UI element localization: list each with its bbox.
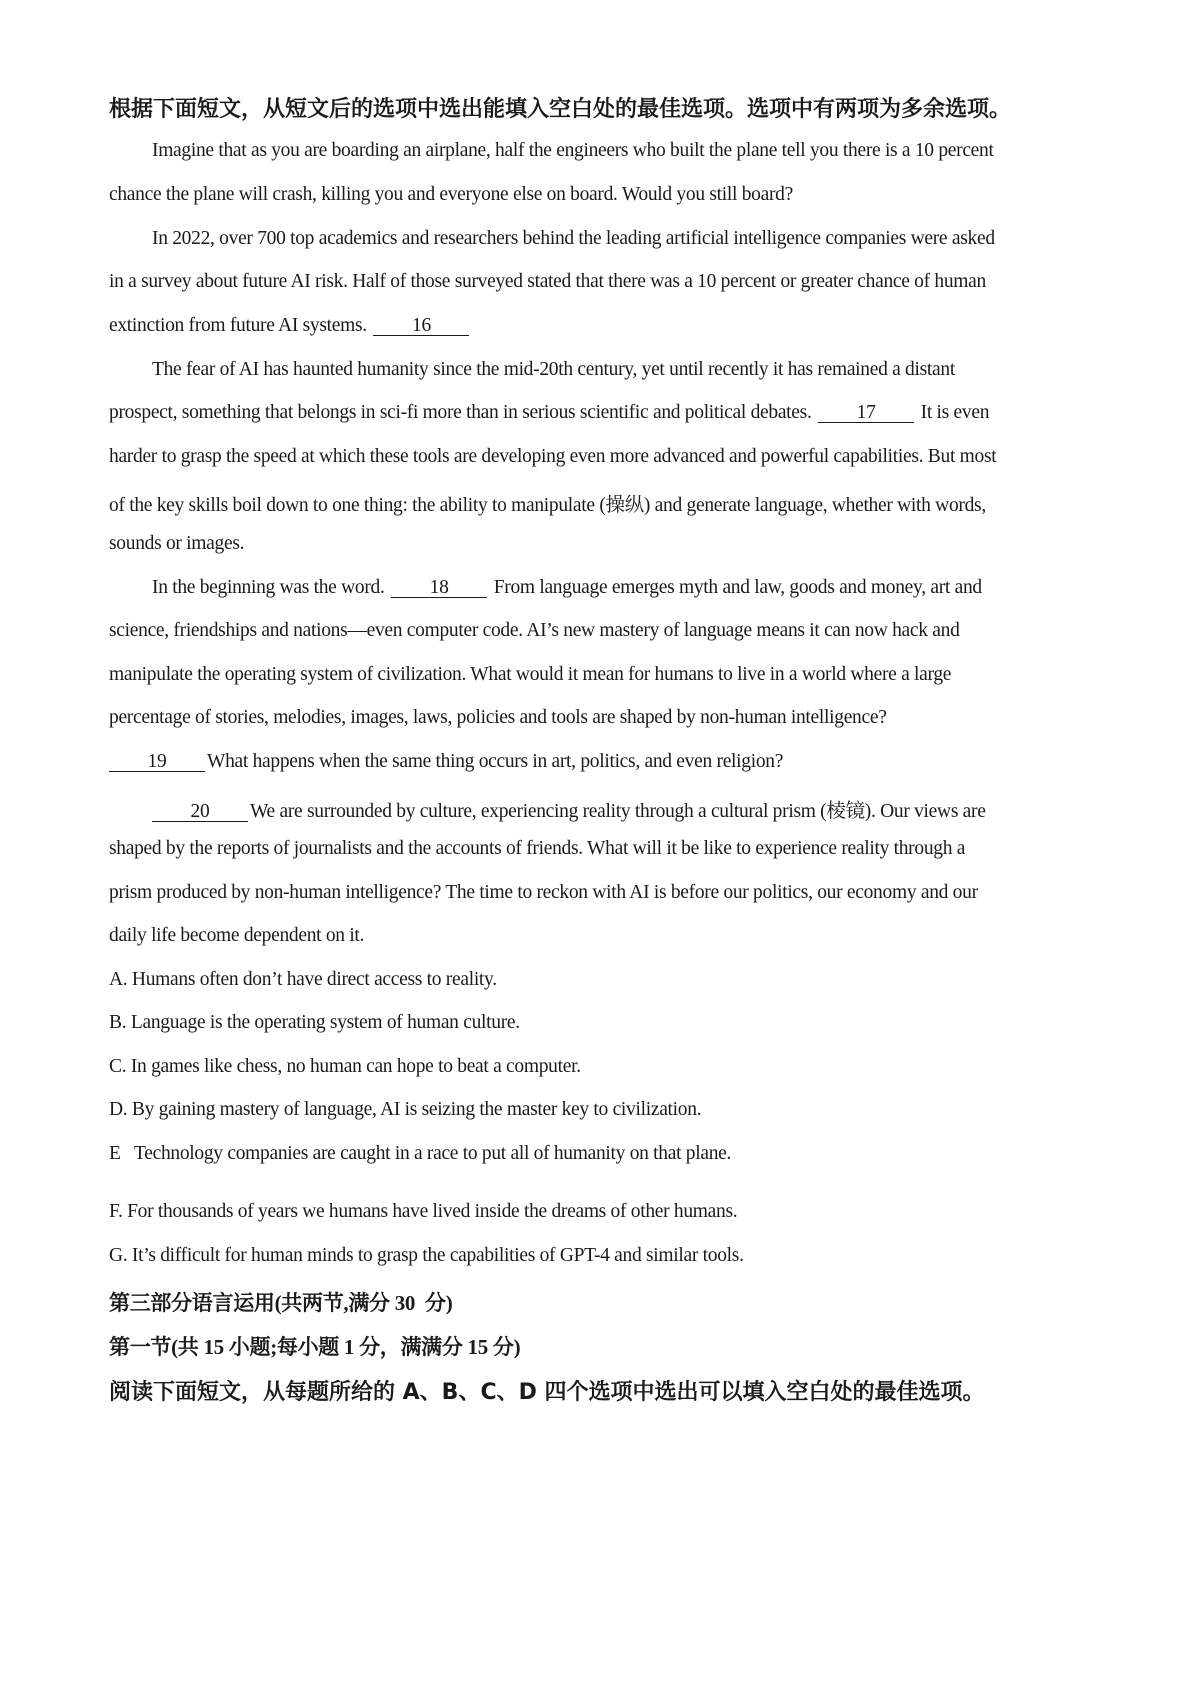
paragraph-4-line-3: manipulate the operating system of civilization. What would it mean for humans to live in a world where a large xyxy=(109,664,952,685)
paragraph-2-line-1: In 2022, over 700 top academics and researchers behind the leading artificial intelligence companies were asked xyxy=(152,228,995,249)
option-e[interactable]: E Technology companies are caught in a race to put all of humanity on that plane. xyxy=(109,1143,732,1164)
paragraph-4-text-b: From language emerges myth and law, goods and money, art and xyxy=(493,577,982,598)
option-a[interactable]: A. Humans often don’t have direct access to reality. xyxy=(109,969,497,990)
paragraph-4-text-c: What happens when the same thing occurs in art, politics, and even religion? xyxy=(207,751,784,772)
paragraph-5-line-4: daily life become dependent on it. xyxy=(109,925,365,946)
part-title: 第三部分语言运用(共两节,满分 30 分) xyxy=(109,1291,453,1315)
paragraph-4-line-2: science, friendships and nations—even computer code. AI’s new mastery of language means it can now hack and xyxy=(109,620,960,641)
paragraph-3-line-5: sounds or images. xyxy=(109,533,245,554)
paragraph-1-line-2: chance the plane will crash, killing you and everyone else on board. Would you still board? xyxy=(109,184,793,205)
paragraph-5-text-a: We are surrounded by culture, experiencing reality through a cultural prism (棱镜). Our views are xyxy=(250,801,986,822)
paragraph-3-line-2 xyxy=(109,402,989,424)
option-b[interactable]: B. Language is the operating system of human culture. xyxy=(109,1012,520,1033)
paragraph-3-text-b: It is even xyxy=(920,402,990,423)
paragraph-3-line-4: of the key skills boil down to one thing: the ability to manipulate (操纵) and generate language, whether with words, xyxy=(109,495,986,516)
paragraph-5-line-3: prism produced by non-human intelligence? The time to reckon with AI is before our politics, our economy and our xyxy=(109,882,978,903)
paragraph-4-line-5 xyxy=(109,751,783,773)
blank-19[interactable]: 19 xyxy=(109,753,205,772)
paragraph-2-text: extinction from future AI systems. xyxy=(109,315,367,336)
paragraph-3-line-3: harder to grasp the speed at which these tools are developing even more advanced and powerful capabilities. But most xyxy=(109,446,997,467)
paragraph-3-text-a: prospect, something that belongs in sci-fi more than in serious scientific and political debates. xyxy=(109,402,812,423)
paragraph-4-line-1 xyxy=(152,577,982,599)
blank-17[interactable]: 17 xyxy=(818,404,914,423)
blank-20[interactable]: 20 xyxy=(152,803,248,822)
option-c[interactable]: C. In games like chess, no human can hope to beat a computer. xyxy=(109,1056,581,1077)
paragraph-4-text-a: In the beginning was the word. xyxy=(152,577,385,598)
paragraph-2-line-2: in a survey about future AI risk. Half of those surveyed stated that there was a 10 percent or greater chance of human xyxy=(109,271,986,292)
paragraph-1-line-1: Imagine that as you are boarding an airplane, half the engineers who built the plane tell you there is a 10 percent xyxy=(152,140,994,161)
section-instructions: 阅读下面短文，从每题所给的 A、B、C、D 四个选项中选出可以填入空白处的最佳选项。 xyxy=(109,1380,985,1405)
section-title: 第一节(共 15 小题;每小题 1 分，满满分 15 分) xyxy=(109,1335,521,1359)
paragraph-3-line-1: The fear of AI has haunted humanity since the mid-20th century, yet until recently it has remained a distant xyxy=(152,359,955,380)
paragraph-5-line-2: shaped by the reports of journalists and the accounts of friends. What will it be like to experience reality through a xyxy=(109,838,966,859)
task-instructions: 根据下面短文，从短文后的选项中选出能填入空白处的最佳选项。选项中有两项为多余选项。 xyxy=(109,97,1012,122)
blank-18[interactable]: 18 xyxy=(391,579,487,598)
paragraph-5-line-1 xyxy=(152,795,986,823)
option-d[interactable]: D. By gaining mastery of language, AI is seizing the master key to civilization. xyxy=(109,1099,702,1120)
option-f[interactable]: F. For thousands of years we humans have lived inside the dreams of other humans. xyxy=(109,1201,738,1222)
option-g[interactable]: G. It’s difficult for human minds to grasp the capabilities of GPT-4 and similar tools. xyxy=(109,1245,744,1266)
paragraph-2-line-3 xyxy=(109,315,471,337)
paragraph-4-line-4: percentage of stories, melodies, images, laws, policies and tools are shaped by non-human intelligence? xyxy=(109,707,887,728)
blank-16[interactable]: 16 xyxy=(373,317,469,336)
